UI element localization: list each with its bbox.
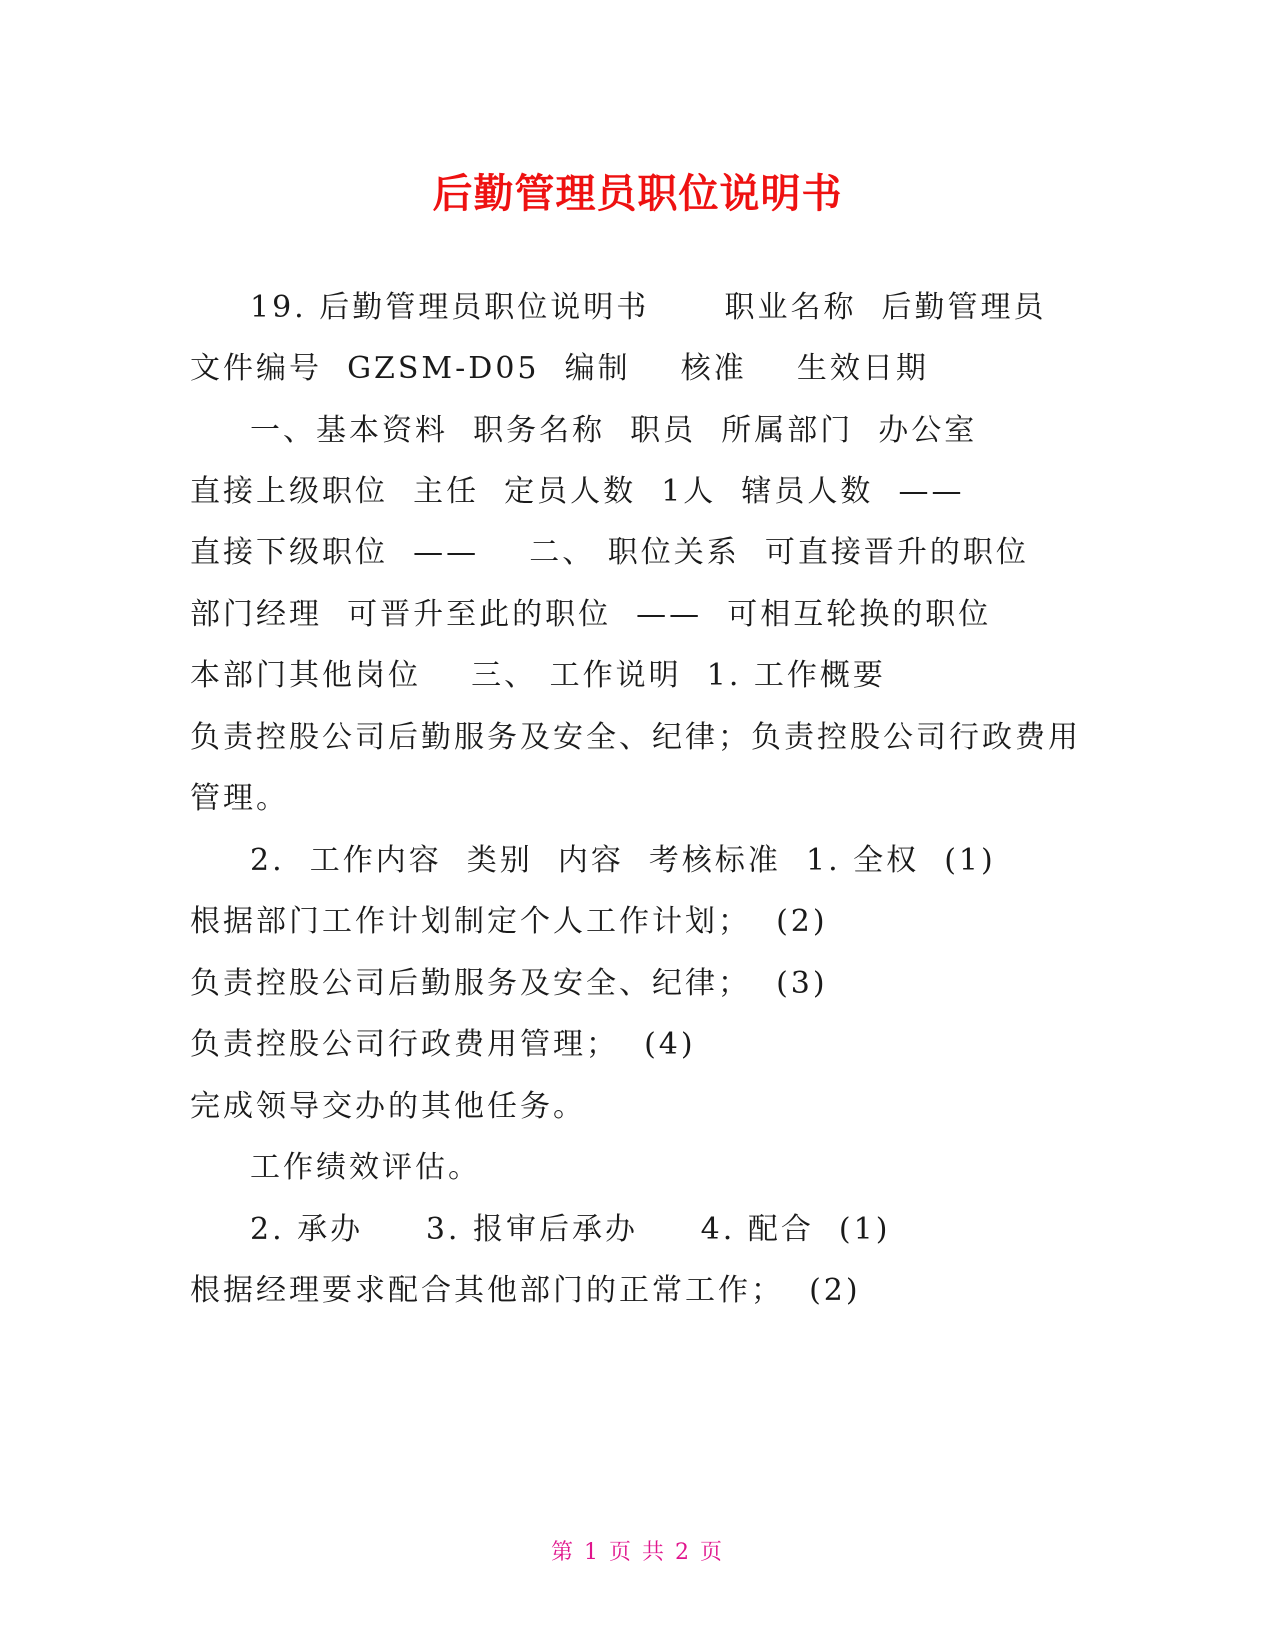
body-line: 直接上级职位 主任 定员人数 1人 辖员人数 —— [190,474,965,509]
body-line: 负责控股公司行政费用管理； (4) [190,1027,696,1062]
body-line: 一、基本资料 职务名称 职员 所属部门 办公室 [250,413,978,448]
page-number: 第 1 页 共 2 页 [551,1540,724,1565]
body-line: 本部门其他岗位 三、 工作说明 1. 工作概要 [190,658,886,693]
body-line: 2. 承办 3. 报审后承办 4. 配合 (1) [250,1212,891,1247]
body-line: 直接下级职位 —— 二、 职位关系 可直接晋升的职位 [190,535,1029,570]
body-line: 文件编号 GZSM-D05 编制 核准 生效日期 [190,351,929,386]
body-line: 部门经理 可晋升至此的职位 —— 可相互轮换的职位 [190,597,992,632]
body-line: 完成领导交办的其他任务。 [190,1089,586,1124]
body-line: 管理。 [190,781,289,816]
page-title: 后勤管理员职位说明书 [432,171,843,217]
body-line: 负责控股公司后勤服务及安全、纪律； (3) [190,966,828,1001]
body-line: 19. 后勤管理员职位说明书 职业名称 后勤管理员 [250,290,1047,325]
body-line: 工作绩效评估。 [250,1150,481,1185]
body-line: 负责控股公司后勤服务及安全、纪律；负责控股公司行政费用 [190,720,1081,755]
body-line: 根据经理要求配合其他部门的正常工作； (2) [190,1273,861,1308]
body-line: 根据部门工作计划制定个人工作计划； (2) [190,904,828,939]
body-line: 2. 工作内容 类别 内容 考核标准 1. 全权 (1) [250,843,996,878]
